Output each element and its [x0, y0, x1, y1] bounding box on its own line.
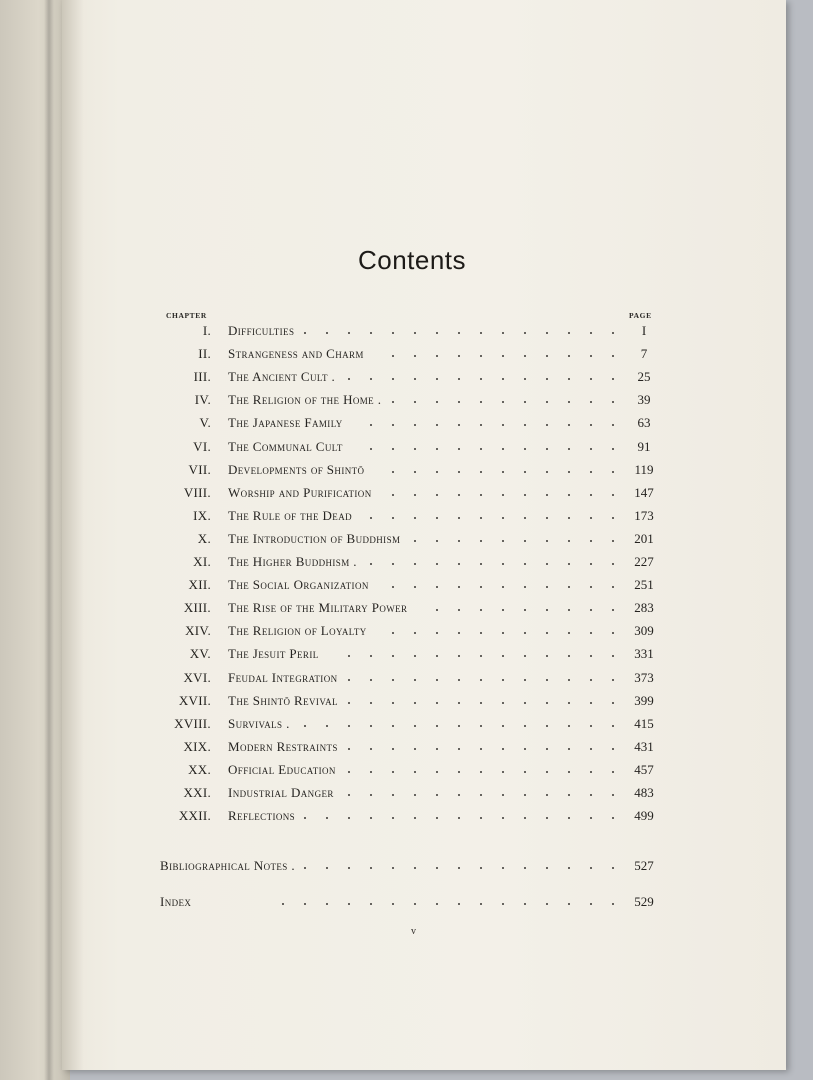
page-number: 499 — [634, 808, 654, 823]
page-number: 527 — [634, 858, 654, 873]
toc-entry — [62, 485, 786, 507]
chapter-title: Difficulties — [228, 323, 295, 338]
toc-entry — [62, 623, 786, 645]
back-matter-title: Bibliographical Notes . — [160, 858, 296, 873]
chapter-title: The Social Organization — [228, 577, 369, 592]
previous-page-edge — [0, 0, 70, 1080]
leader-dots — [62, 586, 786, 592]
page-number: 7 — [640, 346, 648, 361]
leader-dots — [62, 609, 786, 615]
chapter-number: XIII. — [183, 600, 211, 615]
chapter-number: VI. — [193, 439, 211, 454]
page-number: 173 — [634, 508, 654, 523]
chapter-number: IX. — [193, 508, 211, 523]
toc-entry — [62, 508, 786, 530]
toc-entry — [62, 369, 786, 391]
leader-dots — [62, 378, 786, 384]
leader-dots — [62, 401, 786, 407]
chapter-title: The Higher Buddhism . — [228, 554, 357, 569]
toc-entry — [62, 462, 786, 484]
chapter-title: Strangeness and Charm — [228, 346, 364, 361]
toc-entry — [62, 415, 786, 437]
chapter-number: XII. — [188, 577, 211, 592]
leader-dots — [62, 655, 786, 661]
chapter-number: XVII. — [178, 693, 211, 708]
chapter-title: The Religion of the Home . — [228, 392, 382, 407]
toc-entry — [62, 762, 786, 784]
toc-entry — [62, 646, 786, 668]
back-matter-title: Index — [160, 894, 192, 909]
leader-dots — [62, 355, 786, 361]
toc-back-matter-entry — [62, 894, 786, 916]
chapter-title: Reflections — [228, 808, 296, 823]
leader-dots — [62, 794, 786, 800]
leader-dots — [62, 725, 786, 731]
leader-dots — [62, 332, 786, 338]
leader-dots — [62, 679, 786, 685]
page-number: 283 — [634, 600, 654, 615]
leader-dots — [62, 702, 786, 708]
toc-entry — [62, 392, 786, 414]
toc-entry — [62, 670, 786, 692]
toc-entry — [62, 554, 786, 576]
page-number: 201 — [634, 531, 654, 546]
chapter-title: The Religion of Loyalty — [228, 623, 367, 638]
chapter-number: XXII. — [178, 808, 211, 823]
page-number: 251 — [634, 577, 654, 592]
chapter-title: The Introduction of Buddhism — [228, 531, 401, 546]
toc-entry — [62, 600, 786, 622]
toc-entry — [62, 323, 786, 345]
toc-entry — [62, 346, 786, 368]
chapter-title: The Japanese Family — [228, 415, 343, 430]
page-number: 309 — [634, 623, 654, 638]
contents-page — [62, 0, 786, 1070]
toc-entry — [62, 716, 786, 738]
page-title: Contents — [357, 245, 467, 275]
chapter-number: XXI. — [183, 785, 211, 800]
page-number: 119 — [634, 462, 654, 477]
chapter-title: Feudal Integration — [228, 670, 338, 685]
chapter-number: XV. — [189, 646, 211, 661]
page-number: 415 — [634, 716, 654, 731]
leader-dots — [62, 748, 786, 754]
toc-entry — [62, 739, 786, 761]
page-number: 529 — [634, 894, 654, 909]
leader-dots — [62, 563, 786, 569]
page-number: 457 — [634, 762, 654, 777]
chapter-number: II. — [198, 346, 211, 361]
page-number: 39 — [637, 392, 651, 407]
page-number: 373 — [634, 670, 654, 685]
toc-entry — [62, 439, 786, 461]
chapter-title: The Shintō Revival — [228, 693, 338, 708]
page-number: 91 — [637, 439, 651, 454]
toc-entry — [62, 808, 786, 830]
chapter-number: VIII. — [183, 485, 211, 500]
toc-back-matter-entry — [62, 858, 786, 880]
chapter-number: I. — [202, 323, 211, 338]
page-number: 431 — [634, 739, 654, 754]
leader-dots — [62, 517, 786, 523]
page-number: I — [641, 323, 647, 338]
chapter-number: XI. — [193, 554, 211, 569]
page-number: 25 — [637, 369, 651, 384]
leader-dots — [62, 494, 786, 500]
chapter-title: Official Education — [228, 762, 336, 777]
chapter-number: XIV. — [185, 623, 211, 638]
chapter-column-header: CHAPTER — [166, 311, 207, 320]
toc-entry — [62, 693, 786, 715]
page-number: 483 — [634, 785, 654, 800]
chapter-title: The Communal Cult — [228, 439, 343, 454]
chapter-number: XX. — [188, 762, 211, 777]
chapter-number: VII. — [188, 462, 211, 477]
page-number: 227 — [634, 554, 654, 569]
chapter-number: X. — [197, 531, 211, 546]
chapter-number: XIX. — [183, 739, 211, 754]
leader-dots — [62, 540, 786, 546]
page-number: 63 — [637, 415, 651, 430]
toc-entry — [62, 577, 786, 599]
chapter-number: XVIII. — [174, 716, 211, 731]
leader-dots — [62, 771, 786, 777]
page-number: 147 — [634, 485, 654, 500]
leader-dots — [62, 448, 786, 454]
chapter-number: XVI. — [183, 670, 211, 685]
binding-fold — [44, 0, 54, 1080]
leader-dots — [62, 903, 786, 909]
chapter-title: The Jesuit Peril — [228, 646, 319, 661]
chapter-title: The Rule of the Dead — [228, 508, 352, 523]
chapter-title: Industrial Danger — [228, 785, 334, 800]
chapter-number: V. — [199, 415, 211, 430]
leader-dots — [62, 867, 786, 873]
leader-dots — [62, 632, 786, 638]
page-number: 331 — [634, 646, 654, 661]
chapter-title: The Rise of the Military Power — [228, 600, 408, 615]
page-folio: v — [411, 926, 416, 937]
page-number: 399 — [634, 693, 654, 708]
toc-entry — [62, 531, 786, 553]
leader-dots — [62, 817, 786, 823]
toc-entry — [62, 785, 786, 807]
chapter-number: III. — [193, 369, 211, 384]
chapter-title: The Ancient Cult . — [228, 369, 336, 384]
chapter-title: Worship and Purification — [228, 485, 372, 500]
page-column-header: PAGE — [629, 311, 652, 320]
leader-dots — [62, 424, 786, 430]
chapter-number: IV. — [194, 392, 211, 407]
chapter-title: Modern Restraints — [228, 739, 338, 754]
leader-dots — [62, 471, 786, 477]
chapter-title: Survivals . — [228, 716, 290, 731]
chapter-title: Developments of Shintō — [228, 462, 365, 477]
